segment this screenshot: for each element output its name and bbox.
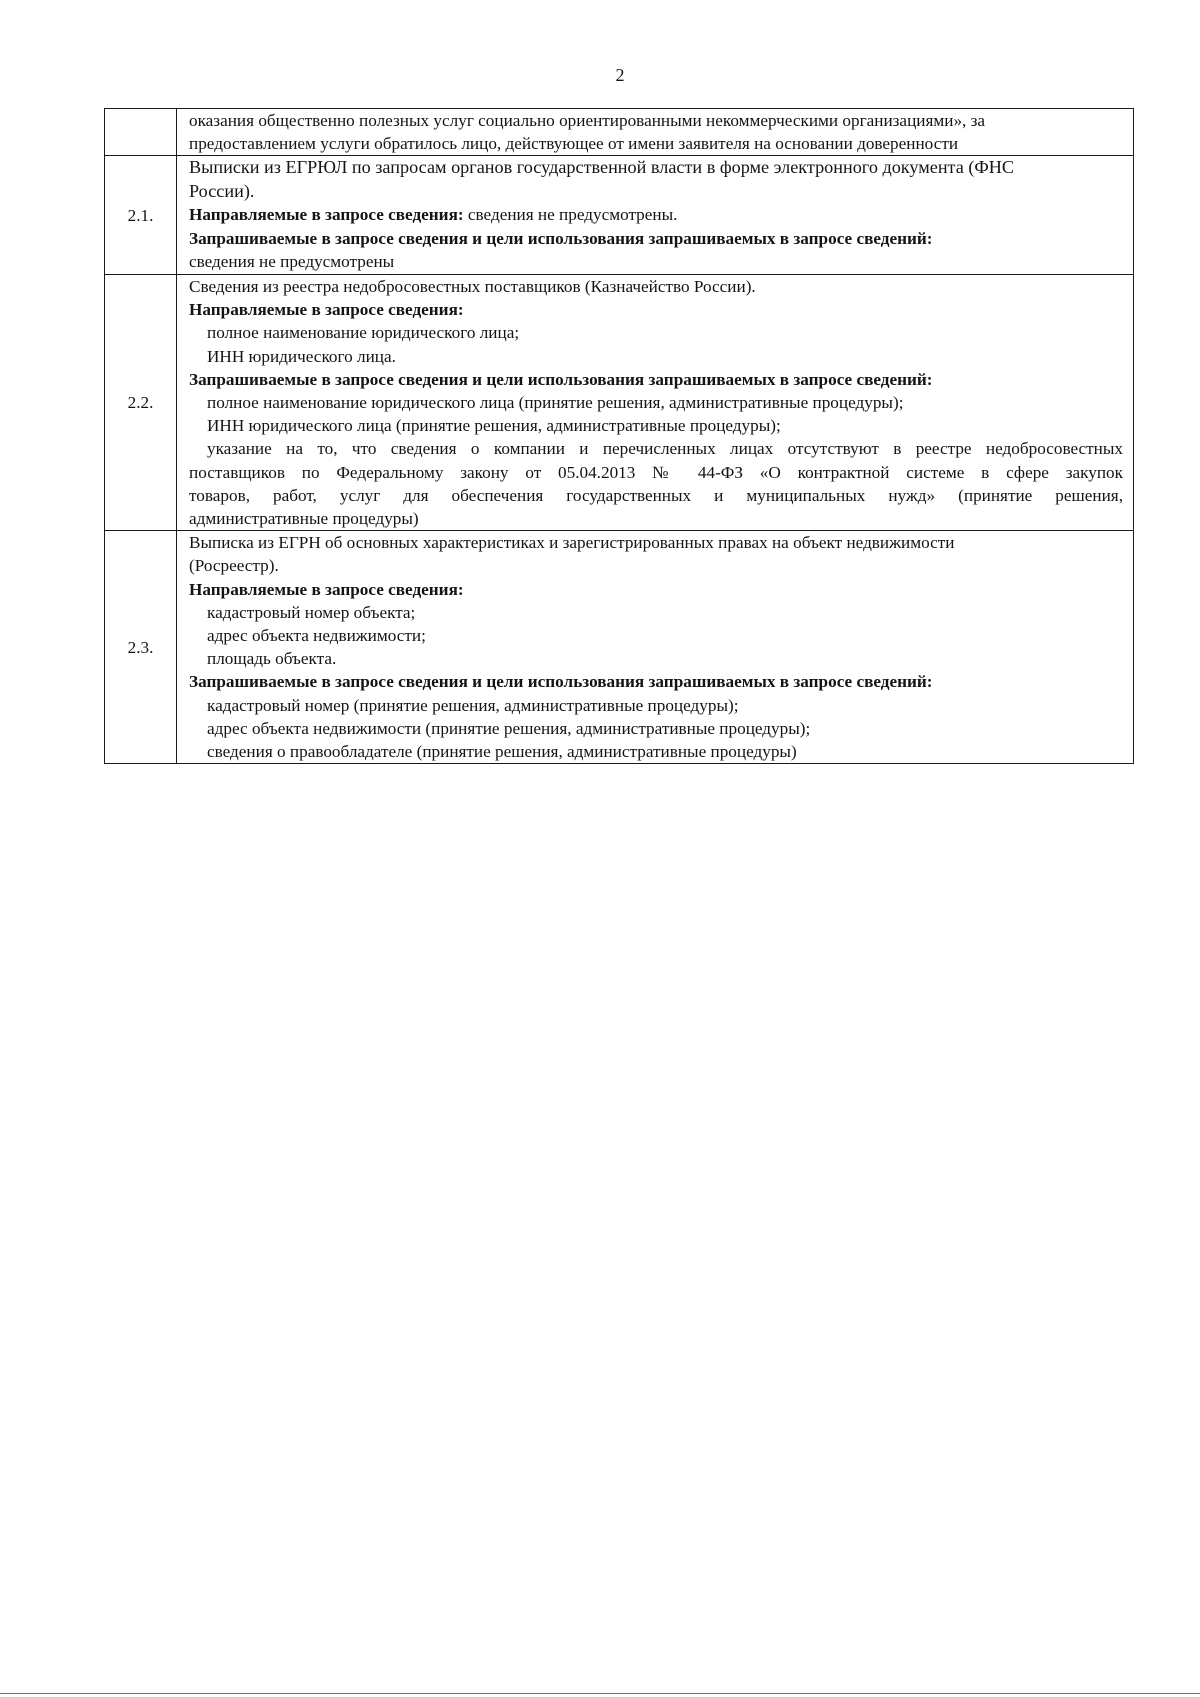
table-row — [105, 109, 1134, 156]
paragraph-line: поставщиков по Федеральному закону от 05.04.2013 № 44-ФЗ «О контрактной системе в сфере закупок — [189, 462, 1123, 482]
requested-item: ИНН юридического лица (принятие решения, административные процедуры); — [207, 416, 781, 436]
requested-item: кадастровый номер (принятие решения, административные процедуры); — [207, 695, 739, 715]
table-row — [105, 531, 1134, 764]
row-title: (Росреестр). — [189, 556, 279, 576]
sent-label: Направляемые в запросе сведения: — [189, 579, 464, 599]
sent-item: кадастровый номер объекта; — [207, 602, 416, 622]
requested-value: сведения не предусмотрены — [189, 252, 395, 272]
row-title: Выписки из ЕГРЮЛ по запросам органов государственной власти в форме электронного документа (ФНС — [189, 157, 1015, 178]
page-number: 2 — [615, 65, 625, 85]
requested-item: полное наименование юридического лица (принятие решения, административные процедуры); — [207, 392, 904, 412]
requested-label: Запрашиваемые в запросе сведения и цели использования запрашиваемых в запросе сведений: — [189, 672, 933, 692]
row-number-cell: 2.3. — [105, 531, 177, 764]
requested-item: сведения о правообладателе (принятие решения, административные процедуры) — [207, 741, 797, 761]
sent-label: Направляемые в запросе сведения: — [189, 300, 464, 320]
row-title: Сведения из реестра недобросовестных поставщиков (Казначейство России). — [189, 276, 756, 296]
sent-item: полное наименование юридического лица; — [207, 323, 520, 343]
paragraph-line: товаров, работ, услуг для обеспечения государственных и муниципальных нужд» (принятие решения, — [189, 485, 1123, 505]
row-content-cell — [177, 531, 1134, 764]
requested-item: адрес объекта недвижимости (принятие решения, административные процедуры); — [207, 718, 811, 738]
sent-item: адрес объекта недвижимости; — [207, 625, 426, 645]
paragraph-line: административные процедуры) — [189, 508, 419, 528]
row-content-cell — [177, 109, 1134, 156]
text-line: предоставлением услуги обратилось лицо, действующее от имени заявителя на основании доверенности — [189, 134, 959, 154]
row-title: Выписка из ЕГРН об основных характеристиках и зарегистрированных правах на объект недвижимости — [189, 533, 955, 553]
sent-item: ИНН юридического лица. — [207, 346, 396, 366]
text-line: оказания общественно полезных услуг социально ориентированными некоммерческими организациями», за — [189, 111, 986, 130]
sent-value: сведения не предусмотрены. — [463, 205, 678, 225]
paragraph-line: указание на то, что сведения о компании и перечисленных лицах отсутствуют в реестре недобросовестных — [207, 439, 1123, 459]
requests-table — [104, 108, 1134, 764]
table-row — [105, 156, 1134, 275]
requested-label: Запрашиваемые в запросе сведения и цели использования запрашиваемых в запросе сведений: — [189, 228, 933, 248]
row-number-cell — [105, 109, 177, 156]
sent-label: Направляемые в запросе сведения: — [189, 205, 464, 225]
row-number-cell: 2.1. — [105, 156, 177, 275]
row-content-cell — [177, 274, 1134, 530]
row-title: России). — [189, 180, 255, 201]
row-content-cell — [177, 156, 1134, 275]
table-row — [105, 274, 1134, 530]
requested-label: Запрашиваемые в запросе сведения и цели использования запрашиваемых в запросе сведений: — [189, 369, 933, 389]
sent-info-line — [189, 203, 1123, 227]
sent-item: площадь объекта. — [207, 649, 337, 669]
row-number-cell: 2.2. — [105, 274, 177, 530]
scan-edge-line — [0, 1693, 1200, 1694]
